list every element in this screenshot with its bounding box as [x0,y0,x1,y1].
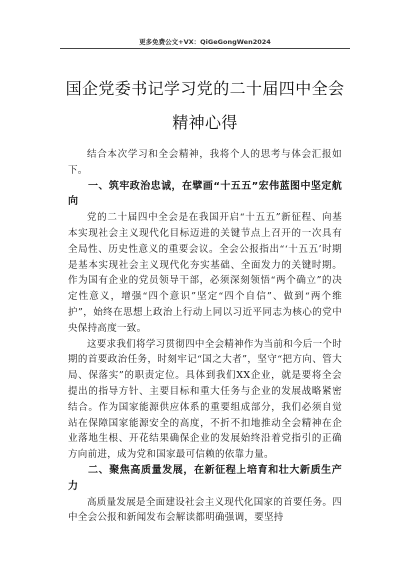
section1-paragraph-1: 党的二十届四中全会是在我国开启“十五五”新征程、向基本实现社会主义现代化目标迈进的关键节点上召开的一次具有全局性、历史性意义的重要会议。全会公报指出“‘十五五’时期是基本实现社会主义现代化夯实基础、全面发力的关键时期。作为国有企业的党员领导干部，必须深刻领悟“两个确立”的决定性意义，增强“四个意识”坚定“四个自信”、做到“两个维护”，始终在思想上政治上行动上同以习近平同志为核心的党中央保持高度一致。 [68,212,342,334]
section-heading-1: 一、筑牢政治忠诚，在擘画“十五五”宏伟蓝图中坚定航向 [68,180,342,208]
section2-paragraph-1: 高质量发展是全面建设社会主义现代化国家的首要任务。四中全会公报和新闻发布会解读都明确强调，要坚持 [68,496,342,524]
header-note: 更多免费公文+VX：QiGeGongWen2024 [139,38,271,46]
section1-paragraph-2: 这要求我们将学习贯彻四中全会精神作为当前和今后一个时期的首要政治任务，时刻牢记“国之大者”，坚守“把方向、管大局、保落实”的职责定位。具体到我们XX企业，就是要将全会提出的指导方针、主要目标和重大任务与企业的发展战略紧密结合。作为国家能源供应体系的重要组成部分，我们必须自觉站在保障国家能源安全的高度，不折不扣地推动全会精神在企业落地生根、开花结果确保企业的发展始终沿着党指引的正确方向前进，成为党和国家最可信赖的依靠力量。 [68,338,342,461]
intro-paragraph: 结合本次学习和全会精神，我将个人的思考与体会汇报如下。 [68,149,342,176]
document-body [68,147,342,526]
section-heading-2: 二、聚焦高质量发展，在新征程上培育和壮大新质生产力 [68,464,342,492]
header-divider [60,48,350,49]
page-title: 国企党委书记学习党的二十届四中全会精神心得 [65,79,345,132]
